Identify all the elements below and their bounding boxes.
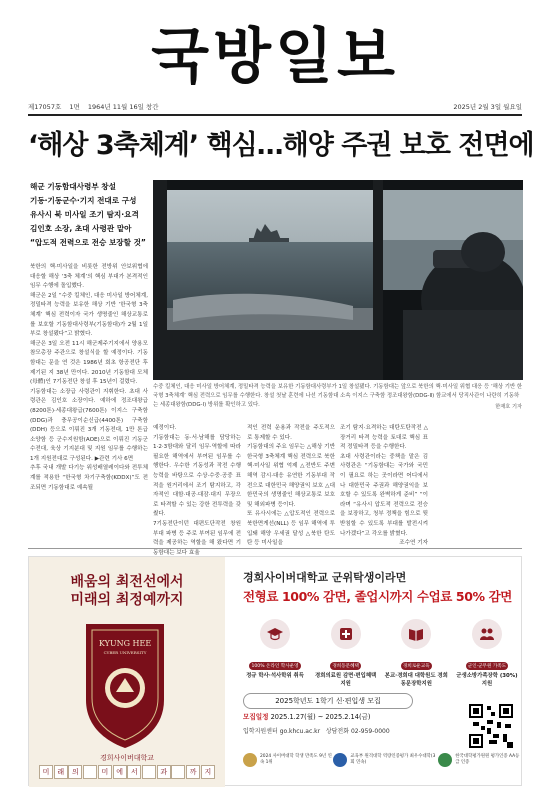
ministry-icon: [333, 753, 347, 767]
slogan-char: 미: [98, 765, 112, 779]
certification-icon: [438, 753, 452, 767]
slogan-char: 에: [113, 765, 127, 779]
advertisement[interactable]: [28, 556, 522, 786]
ad-title: 경희사이버대학교 군위탁생이라면: [243, 571, 407, 584]
subheads: [30, 180, 160, 250]
founded-date: 1964년 11월 16일 창간: [87, 103, 159, 111]
publish-date: 2025년 2월 3일 월요일: [453, 103, 522, 111]
phone-label: 상담전화: [325, 728, 350, 735]
contact-info: [243, 726, 390, 735]
issue-number: 제17057호: [28, 103, 62, 111]
period-dates: 2025.1.27(월) ~ 2025.2.14(금): [270, 713, 371, 721]
paragraph: 조기 탐지·요격하는 대탄도탄작전 △장거리 타격 능력을 토대로 핵심 표적 정밀타격 등을 수행한다.: [340, 425, 428, 451]
contact-label: 입학지원센터: [243, 728, 278, 735]
paragraph: 해군은 3일 오전 11시 해군제주기지에서 양용모 참모총장 주관으로 창설식을 할 예정이다. 기동함대는 문을 연 것은 1986년 회초 항공전단 후 제기된 지 38년 만이다. 2010년 기동함대 모체(母體)인 7기동전단 창설 후 15년이 걸렸다.: [30, 340, 148, 386]
subhead: “압도적 전력으로 전승 보장할 것”: [30, 238, 146, 247]
benefit-tag: 군인·군무원 가족도: [467, 664, 507, 669]
benefit-item: [243, 619, 307, 688]
photo-credit: 한재호 기자: [495, 404, 522, 410]
benefit-desc: 경희의료원 감면·편입혜택 지원: [315, 673, 377, 687]
paragraph: 기동함대의 주요 임무는 △해상 기반 한국형 3축체계 핵심 전력으로 북한 핵·미사일 위협 억제 △전반도 주변 해역 감시·대응 유연한 기동부대 작전으로 대한민국 해양권익 보호 △대한민국의 생명줄인 해상교통로 보호 및 해외파병 등이다.: [247, 444, 335, 508]
emblem-text: KYUNG HEE: [98, 639, 152, 648]
slogan-character-row: [39, 765, 215, 781]
photo-caption: 수중 킬체인, 대응 미사일 방어체계, 정밀타격 능력을 보유한 기동함대사령부가 1일 창설됐다. 기동함대는 앞으로 북한의 핵·미사일 위협 대응 등 ‘해상 기반 한국형 3축체계’ 핵심 전력으로 임무를 수행한다. 창설 첫날 훈련에 나선 기동함대 소속 이지스 구축함 정조대왕함(DDG-Ⅱ) 함교에서 당직사관이 나란히 기동하는 세종대왕함(DDG-Ⅰ) 방위를 확인하고 있다.: [153, 384, 523, 408]
slogan-char: 미: [39, 765, 53, 779]
article-column-1: [30, 263, 148, 493]
paragraph: 예정이다.: [153, 425, 177, 431]
ship-bridge-photo: [153, 180, 523, 380]
paragraph: 북한의 핵·미사일을 비롯한 전방위 안보위협에 대응할 해상 ‘3축 체계’의 핵심 부대가 본격적인 임무 수행에 돌입했다.: [30, 264, 148, 290]
ad-left-panel: [29, 557, 225, 787]
benefit-item: [314, 619, 378, 688]
contact-url[interactable]: go.khcu.ac.kr: [279, 728, 321, 735]
university-emblem: [82, 620, 168, 750]
award-item: [333, 753, 438, 767]
paragraph: 초대 사령관이라는 중책을 맡은 김 사령관은 “기동함대는 국가와 국민이 필요로 하는 곳이라면 어디에서나 대한민국 주권과 해양권익을 보호할 수 있도록 완벽하게 준비” “이라며 “유사시 압도적 전력으로 전승을 보장하고, 청부 정책을 힘으로 뒷받침할 수 있도록 부대를 발전시켜 나가겠다”고 각오를 밝혔다.: [340, 453, 428, 537]
phone-number: 02-959-0000: [350, 728, 390, 735]
slogan-char: [142, 765, 156, 779]
subhead: 김인호 소장, 초대 사령관 맡아: [30, 224, 132, 233]
benefit-tag: 경희동문혜택: [332, 664, 359, 669]
award-item: [438, 753, 523, 767]
slogan-char: 서: [127, 765, 141, 779]
benefit-tag: 경희로운교육: [402, 664, 430, 669]
recruit-banner: 2025학년도 1학기 신·편입생 모집: [243, 693, 413, 709]
newspaper-title: 국방일보: [151, 22, 399, 92]
article-column-2: [153, 424, 241, 558]
byline: 조수연 기자: [399, 540, 428, 547]
hospital-icon: [331, 619, 361, 649]
slogan-char: [171, 765, 185, 779]
benefit-desc: 정규 학사·석사학위 취득: [246, 673, 304, 679]
benefit-desc: 군생소방가족장학 (30%) 지원: [456, 673, 518, 687]
slogan-char: [83, 765, 97, 779]
paragraph: 기동함대는 동·서·남해를 담당하는 1·2·3함대와 달리 임무·역할에 따라 필요한 해역에서 부여된 임무를 수행한다. 우수한 기동성과 작전 수행능력을 바탕으로 수상·수중·공중 표적을 원거리에서 조기 탐지하고, 각 자적인 대함·대공·대잠·대지 무장으로 타격할 수 있는 강한 전투력을 갖췄다.: [153, 434, 241, 518]
benefit-tag: 100% 온라인 학사운영: [251, 664, 299, 669]
slogan-char: 과: [157, 765, 171, 779]
award-text: 한국대학평가원원 평가인증 AA등급 인증: [455, 754, 520, 765]
subhead: 유사시 북 미사일 조기 탐지·요격: [30, 210, 139, 219]
subhead: 기동·기동군수·기지 전대로 구성: [30, 196, 137, 205]
emblem-subtext: CYBER UNIVERSITY: [103, 650, 147, 655]
benefit-desc: 본교·경희대 대학원도 경희동문장학지원: [384, 673, 448, 687]
university-name: 경희사이버대학교: [99, 754, 155, 762]
main-headline: ‘해상 3축체계’ 핵심…해양 주권 보호 전면에: [28, 130, 534, 161]
paragraph: 해군은 2일 “수중 킬체인, 대응 미사일 방어체계, 정밀타격 능력을 보유한 해상 기반 ‘한국형 3축체계’ 핵심 전력이자 국가 생명줄인 해상교통로를 보호할 기동함대사령부(기동함대)가 2월 1일부로 창설됐다”고 밝혔다.: [30, 292, 148, 338]
qr-code-icon[interactable]: [467, 702, 515, 750]
period-label: 모집일정: [243, 713, 269, 721]
subhead: 해군 기동함대사령부 창설: [30, 182, 116, 191]
paragraph: 기동함대는 소장급 사령관이 지휘한다. 초대 사령관은 김인호 소장이다. 예하에 정조대왕급(8200톤)·세종대왕급(7600톤) 이지스 구축함(DDG)과 충무공이순신급(4400톤) 구축함(DDH) 등으로 이뤄진 3개 기동전대, 1만 톤급 소양함 등 군수지원함(AOE)으로 이뤄진 기동군수전대, 육상 기지분대 및 지원 임무를 수행하는 1개 지원전대로 구성된다. ▶관련 기사 6면: [30, 388, 148, 462]
slogan-char: 까: [186, 765, 200, 779]
ad-right-panel: [235, 557, 521, 787]
section-divider: [28, 548, 522, 549]
award-item: [243, 753, 333, 767]
award-text: 2024 사이버대학 학생 만족도 9년 연속 1위: [260, 754, 332, 765]
paragraph: 추후 국내 개발 다기능 위성배열레이다와 전투체계를 적용한 “한국형 차기구축함(KDDX)”도 전조되면 기동함대로 예속될: [30, 465, 148, 491]
family-icon: [472, 619, 502, 649]
slogan-char: 지: [201, 765, 215, 779]
ad-slogan-line-1: 배움의 최전선에서: [70, 574, 184, 590]
ad-slogan-line-2: 미래의 최정예까지: [70, 592, 184, 608]
issue-info-bar: [28, 102, 522, 116]
page-number: 1면: [69, 103, 80, 111]
paragraph: 7기동전단이던 대편도단작전 창원부대 파병 등 주로 부여된 임무에 전력을 제공하는 역할을 해 왔다면 기동함대는 보다 효율: [153, 520, 241, 556]
paragraph: 적인 전력 운용과 작전을 주도적으로 통제할 수 있다.: [247, 425, 335, 441]
book-icon: [401, 619, 431, 649]
benefit-list: [243, 619, 519, 688]
masthead: [0, 22, 550, 92]
benefit-item: [455, 619, 519, 688]
award-list: [243, 753, 523, 767]
paragraph: 또 유사시에는 △압도적인 전력으로 북한면게선(NLL) 등 임무 해역에 투입돼 해양 우세권 달성 △북한 탄도탄 등 미사일을: [247, 511, 335, 547]
ad-benefit-headline: 전형료 100% 감면, 졸업시까지 수업료 50% 감면: [243, 589, 512, 604]
graduation-cap-icon: [260, 619, 290, 649]
slogan-char: 의: [68, 765, 82, 779]
slogan-char: 래: [54, 765, 68, 779]
article-column-3: [247, 424, 335, 549]
award-text: 교육부 원격대학 역량인증평가 최우수대학(3회 연속): [350, 754, 436, 765]
benefit-item: [384, 619, 448, 688]
article-column-4: [340, 424, 428, 549]
recruit-period: [243, 711, 370, 721]
medal-icon: [243, 753, 257, 767]
news-photo: [153, 180, 523, 380]
